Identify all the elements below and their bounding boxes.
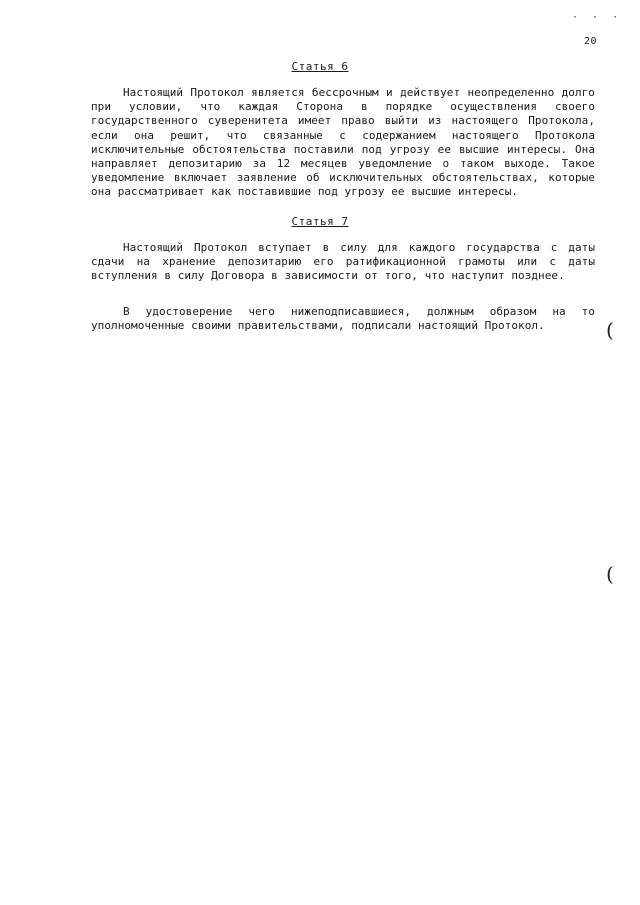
page-number: 20: [584, 36, 598, 47]
article-7-heading: Статья 7: [291, 215, 349, 228]
article-6-paragraph: Настоящий Протокол является бессрочным и действует неопределенно долго при условии, что каждая Сторона в порядке осуществления своего государственного суверенитета имеет право выйти из настоящего Протокола, если она решит, что связанные с содержанием настоящего Протокола исключительные обстоятельства поставили под угрозу ее высшие интересы. Она направляет депозитарию за 12 месяцев уведомление о таком выходе. Такое уведомление включает заявление об исключительных обстоятельствах, которые она рассматривает как поставившие под угрозу ее высшие интересы.: [91, 86, 595, 199]
article-6-heading: Статья 6: [291, 60, 349, 73]
article-7-paragraph: Настоящий Протокол вступает в силу для каждого государства с даты сдачи на хранение депозитарию его ратификационной грамоты или с даты вступления в силу Договора в зависимости от того, что наступит позднее.: [91, 241, 595, 283]
corner-marks: · · ·: [572, 12, 623, 23]
margin-bracket-lower: (: [606, 562, 614, 586]
closing-paragraph: В удостоверение чего нижеподписавшиеся, должным образом на то уполномоченные своими правительствами, подписали настоящий Протокол.: [91, 305, 595, 333]
margin-bracket-upper: (: [606, 318, 614, 342]
